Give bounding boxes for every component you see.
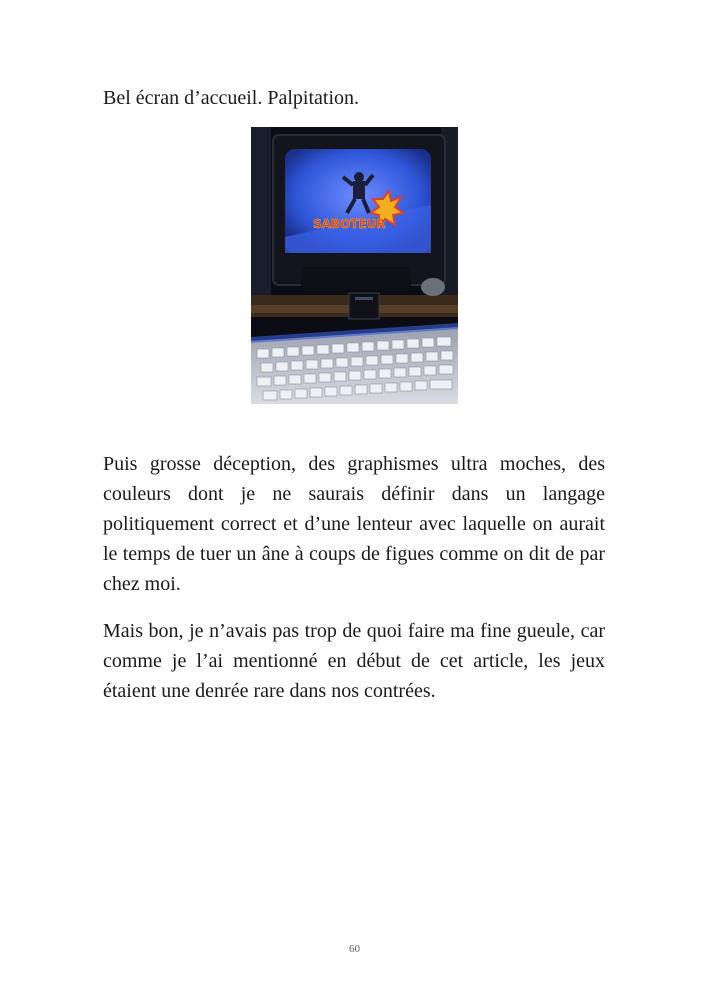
game-title: SABOTEUR [313, 217, 386, 231]
paragraph-2: Mais bon, je n’avais pas trop de quoi faire ma fine gueule, car comme je l’ai mentionné en début de cet article, les jeux étaient une denrée rare dans nos contrées. [103, 620, 605, 702]
paragraph-1: Puis grosse déception, des graphismes ultra moches, des couleurs dont je ne saurais définir dans un langage politiquement correct et d’une lenteur avec laquelle on aurait le temps de tuer un âne à coups de figues comme on dit de par chez moi. [103, 453, 605, 595]
amstrad-photo [251, 127, 458, 404]
amstrad-monitor-illustration [251, 127, 458, 404]
photo-caption: Bel écran d’accueil. Palpitation. [103, 87, 360, 109]
page-number: 60 [349, 943, 360, 955]
